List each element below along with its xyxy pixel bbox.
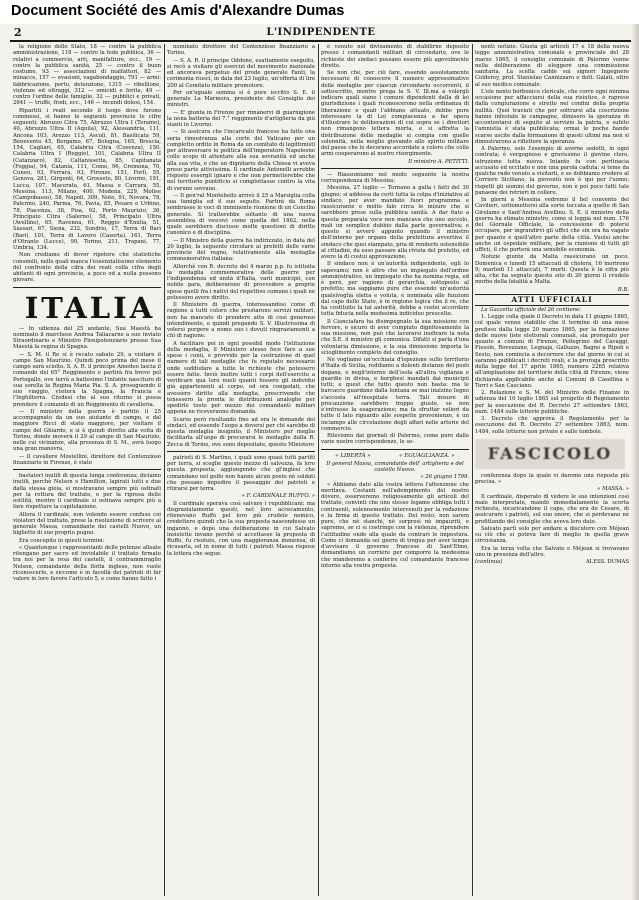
paragraph: — E' giunta in Firenze per rimanervi di guarnigione la nona batteria del 7.° reggimento d'artiglieria da giù stanti in Livorno. bbox=[167, 109, 315, 128]
paragraph: Messina, 27 luglio — Tornano a galla i fatti del 30 giugno; si addossa da certi tutta la colpa d'iniziativa al sindaco, per aver mandato fuori programma e rassicurante e molto falo circa le misure che si sarebbero prese sulla pubblica sanità. A dar fiato a questa preparata voce non mancava che uno zoccolo, mali un semplice dubbio dalla parte governativa; e questo si avverò appunto quando il ministro dell'interno per organo della prefettura avvertiva il sindaco che quei stampato, pria di renderlo ostensibile al cittadini, da esso passare alla rivista del prefetto, ed avere la di costui approvazione. bbox=[321, 185, 469, 260]
paragraph: — Si assicura che l'incaricato francese ha fatto una seria rimostranza alla corte del Vaticano per un complotto ordito in Roma da un comitato di legittimisti per attraversare lo politica dell'imperatore Napoleone collo scopo di attentare alla sua sovranità ed anche alla sua vita, e che un dignitario della Chiesa vi aveva preso parte attivissima. Il cardinale Antonelli avrebbe risposto essergli ignaro e che non permetterebbe che nel territorio pontificio si complottasse contro la vita di veruno sovrano. bbox=[167, 129, 315, 192]
signature: « F. CARDINALE RUFFO. » bbox=[241, 493, 315, 500]
paragraph: In giorni a Messina vedremo il bel convento dei Cavilieri, sottomettersi alla sorte toccata a quello di San Girolamo e Sant'Andrea Avellino. S. E. il ministro della guerra ha stimato ministro, come si leggia nel num. 176 del Giornale Officiale, la concessione di potersi occupare, per ingrandirvi gli uffici che sin ora ha vagato per quanto e quell'altro parte della città. Vuolsi anche anche un ospedale militare, per la riunione di tutti gli ufficii, il che porterà una sensibile economia. bbox=[475, 197, 629, 253]
paragraph: Il Ministero di guerra, interessandosi come di ragione a tutti coloro che prestarono servizi militari, non ha mancato di prendere atto di così generoso intendimento, e quindi pregando S. V. Illustrissima di volersi porgere a nome suo i dovuti ringraziamenti a chi di ragione. bbox=[167, 302, 315, 340]
paragraph: — Il Ministro della guerra ha indirizzato, in data del 20 luglio, la seguente circolare ai prefetti delle varie provincie del regno, relativamente alla medaglia commemorativa italiana: bbox=[167, 237, 315, 263]
paragraph: Non crediamo di dover ripetere che statistiche consimili, nelle quali manca l'essenzialissimo elemento del confronto della cifra dei reati colla cifra degli abitanti di ogni provincia, a poco od a nulla possono giovare. bbox=[13, 252, 161, 284]
paragraph: è venuto nel divisamento di stabilirne deposito presso i comandanti militari di circondario, ove le richieste dei sindaci possano essere più agevolmente dirette. bbox=[321, 44, 469, 69]
letter-date: « 26 giugno 1799. bbox=[420, 474, 469, 481]
paragraph: 1. Legge colla quale il Decreto in data 11 giugno 1865, col quale venne stabilito che il termine di una mese prefisso dalla legge 20 marzo 1865, per la formazione delle nuove liste elettorali comunali, sia prorogato per quanto a comuni di Firenze, Pellegrino del Cavaggi, Fiesole, Rovezzano, Legnaja, Galluzzo, Bagno a Ripoli e Sesto, non comincia a decorrere che dal giorno in cui si saranno pubblicati i decreti reali, e la proroga proscritto della legge del 17 aprile 1865, numero 2265 relativa all'ampliazione del territorio della città di Firenze, viene dichiarata applicabile anche ai Comuni di Casellina e Torri e San Casciano. bbox=[475, 314, 629, 389]
continued-label: (continua) bbox=[475, 559, 503, 565]
section-heading-italia: ITALIA bbox=[24, 290, 156, 325]
paragraph: conferenza dopo la quale vi daremo una risposta più precisa. » bbox=[475, 472, 629, 485]
separator bbox=[13, 469, 161, 470]
paragraph: — S. M. il Re si è recato sabato 29, a visitare il campo San Maurizio. Quindi poco prima del mese il campo sarà sciolto. S. A. R. il principe Amedeo lascia il comando del 65° Reggimento e partirà fra breve pel Portogallo, ove terrà a battesimo l'infante nascituro di sua sorella la Regina Maria Pia. S. A. proseguendo il suo viaggio, visiterà la Spagna, la Francia e l'Inghilterra. Credesi che al suo ritorno si possa prendere il comando di un Reggimento di cavalleria. bbox=[13, 351, 161, 408]
letter-heading bbox=[321, 453, 469, 459]
page-fold-shadow bbox=[631, 24, 639, 900]
newspaper-title: L'INDIPENDENTE bbox=[266, 27, 376, 38]
paragraph: Allorchè con R. decreto del 4 marzo p.p. fu istituita la medaglia commemorativa delle guerre per l'indipendenza ed unità d'Italia, varii municipii, con nobile gara, deliberarono di provvedere a proprie spese quelli fra i nativi del rispettivo comune i quali ne potessero avere diritto. bbox=[167, 263, 315, 301]
column-2 bbox=[167, 44, 315, 894]
paragraph: Ripartiti i reati secondo il luogo dove furono commessi, si hanno le seguenti provincie le cifre seguenti: Abruzzo Citra 75, Abruzzo Ultra I (Teramo), 40, Abruzzo Ultra II (Aquila), 92, Alessandria, 111, Ancona 103, Arezzo 113, Ascoli, 81, Basilicata 59, Benevento 45, Bergamo, 67, Bologna, 165, Brescia, 154, Cagliari, 65, Calabria Citra (Cosenza), 150, Calabria Ultra I (Reggio), 101, Calabria Ultra II (Catanzaro), 82, Caltanissetta, 85, Capitanata (Foggia), 94, Catania, 111, Como, 96, Cremona, 70, Cuneo, 93, Ferrara, 93, Firenze, 151, Forlì, 55, Genova, 281, Girgenti, 64, Grosseto, 80, Livorno, 191, Lucca, 107, Macerata, 61, Massa e Carrara, 55, Messina, 113, Milano, 400, Modena, 229, Molise (Campobasso), 58, Napoli, 309, Noto, 91, Novara, 78, Palermo, 240, Parma, 76, Pavia, 85, Pesaro e Urbino, 78, Piacenza, 38, Pisa, 92, Porto Maurizio, 36, Principato Citra (Salerno), 58, Principato Ultra (Avellino), 65, Ravenna, 61, Reggio d'Emilia, 51, Sassari, 67, Siena, 232, Sondrio, 17, Terra di Bari (Bari), 101, Terra di Lavoro (Caserta), 161, Terra d'Otranto (Lecce), 99, Torino, 211, Trapani, 77, Umbria, 134. bbox=[13, 107, 161, 251]
paragraph: Il cardinale, disperato di vedere le sue intenzioni così male interpretate, mandò immediatamente la scorta richiesta, incaricandone il capo, che era de Cesare, di assicurare i patrioti, sul suo onore, che si perdevano nè profittando del consiglio che aveva loro dato. bbox=[475, 493, 629, 525]
paragraph: — In udienza del 25 andante, Sua Maestà ha nominato il marchese Andrea Taliacarne a suo inviato Straordinario e Ministro Plenipotenziario presso Sua Maestà la regina di Spagna. bbox=[13, 325, 161, 351]
paragraph: « Abbiamo dato alla vostra lettera l'attenzione che meritava. Costanti nell'adempimento del nostro dovere, osserveremo religiosamente gli articoli del trattato, convinti che uno stesso legame obbliga tutti i contraenti, solennemente intervenuti per la redazione e la firma di questo trattato. Del resto, non sarem pure, che nè stanchi, nè sorpresi nè impauriti, e sapremo, se ci si costringe con la violenza, riprendere l'attitudine onde alla quale da contrari le impostura. Come ci domanda sei giorni di tregua per aver tempo d'avvisare il governo francese di Sant'Elmo, domandiamo un corriere per comporre la medesima che manderemo a conferire col comandante francese intorno alla vostra proposta. bbox=[321, 481, 469, 569]
addressee: Il general Massa, comandante dell' artiglieria e del castello Nuovo. bbox=[326, 460, 464, 473]
column-divider bbox=[164, 44, 165, 896]
paragraph: A facilitare poi in ogni possibil modo l'istituzione della medaglia, il Ministero stesso fece fare a sue spese i conii, e provvide per la costruzione di quel numero di tali medaglie che fu reputato necessario onde soddisfare a tutte le richieste che potessero essere fatte. Inviò inoltre tutti i corpi dell'esercito a verificare qua loro nuoli quanti fossero gli individui già appartenenti al corpo, ed ora congedati, che avessero diritto alla medaglia, prescrivendo che tenessero la pronta le distribuzioni analoghe per spedirle tosto per mezzo dei comandanti militari appena ne riceveranno domanda. bbox=[167, 340, 315, 416]
paragraph: — Il ministro della guerra è partito il 25 accompagnato da un suo aiutante di campo, e dal maggiore Ricci di stato maggiore, per visitare il campo del Ghiardo, e si è quindi diretto alla volta di Torino, donde moverà il 29 al campo di San Maurizio, nelle cui vicinanze, alla presenza di S. M., avrà luogo una gran manovra. bbox=[13, 408, 161, 453]
paragraph: Il cardinale sperava così salvare i repubblicani; ma disgraziatamente questi, nel loro accecamento, ritenevano Ruffo pel loro più crudele nemico, credettero quindi che la sua proposta nascondesse un inganno, e dopo una deliberazione in cui Salvato insistette invano perchè si accettasse la proposta di Ruffo, fu risoluto, con una maggioranza immensa, di ricusarla, ed in nome di tutti i patrioti Massa rispose la lettera che segue. bbox=[167, 500, 315, 557]
paragraph: 2. Relazione e S. M. del Ministro delle Finanze in udienza del 10 luglio 1865 sul progetto di Regolamento per la esecuzione del R. Decreto 27 settembre 1863, num. 1484 sulle lotterie pubbliche. bbox=[475, 390, 629, 415]
paragraph: Scarso però risultando fino ad ora le domande dei sindaci, ed essendo l'uopo a doversi per chi sarebbe di questa medaglia insignito, il Ministero per meglio facilitarla all'uopo di procurarsi le medaglie dalla R. Zecca di Torino, ove sono depositate, questo Ministero bbox=[167, 416, 315, 448]
motto-right: « EGUAGLIANZA. » bbox=[399, 452, 455, 459]
separator bbox=[13, 287, 161, 288]
closing-line bbox=[475, 559, 629, 565]
signature: B.B. bbox=[617, 286, 629, 293]
paragraph: la religione dello Stato, 18 — contro la pubblica amministrazione, 118 — contro la fede pubblica, 36 — relativi a commercio, arti, manifatture, ecc., 19 — contro la pubblica sanità, 25 — contro il buon costume, 93 — associazioni di malfattori, 82 — minacce, 157 — evasioni, vagabondaggio, 791 — armi: fabbricazione, porto, detenzione, 1315 — ribellione, violenze ed oltraggi, 312 — omicidi e ferite, 49 — contro l'ordine delle famiglie, 32 — pubblici e privati, 2641 — truffe, frodi, ecc., 146 — incendi dolosi, 154. bbox=[13, 44, 161, 107]
paragraph: Ne vogliamo un'occhiata d'ispezione sullo territorio d'Italia di Sicilia, reddiamo a dolenti distanze del posti dogana, e negli'interno dell'isola all'altra vigilanza e guardie in divisa, e borghesi mandati dai municipii tutti; e quest che tutto questo non basta: ma le barcacce guardano dalla lontana se mai inalzino Iegno s'accosta all'inospitale terra. Tali misure di precauzione sarebbero troppo giuste, se non e'entrasse la esagerazione; ma fa sfruttar velieri da tutte il lato riguardo alle sospette provenienze, è un inciampo alle circolazione degli affari nelle arterie del commercio. bbox=[321, 357, 469, 432]
column-3 bbox=[321, 44, 469, 894]
paragraph: Allora il cardinale, non volendo essere confuso coi violatori del trattato, prese la risoluzione di scrivere al generale Massa, comandante dei castelli Nuovo, un biglietto di suo proprio pugno. bbox=[13, 511, 161, 537]
newspaper-header bbox=[10, 26, 632, 42]
separator bbox=[167, 451, 315, 452]
paragraph: Era la terza volta che Salvato e Méjean si trovavano uno in presenza dell'altro. bbox=[475, 545, 629, 558]
paragraph: — S. A. R. il principe Oddone, esattamente eseguito, si recò a visitare gli esercizi del movimento nazionale ed ancorava perpetuo del prode generale Fanti, la cerimonia riuscì, in data del 23 luglio, un'offerta di lire 200 al Comitato militare promotore. bbox=[167, 57, 315, 89]
paragraph: Rilevismo dai giornali di Palermo, come pure dalle varie nostre corrispondenze, le se- bbox=[321, 433, 469, 446]
paragraph: patrioti di S. Martino, i quali sono quasi tutti partiti per terra, si sceglie questo mezzo di salvezza, fa loro questa proposta, aggiungendo che gl'inglesi che comandano nel golfo non hanno alcun posto nè soldati che possano impedire il passaggio dei patrioti e ritirarsi per terra. bbox=[167, 454, 315, 492]
paragraph: — Il gen'ral Montebello arrivò il 25 a Marsiglia colla sua famiglia ed il suo seguito. Partirà da Roma sembrasse le voci di imminente riunione di un Concilio generale. Si tratterebbe soltanto di una nuova assemblea di vescovi come quella del 1862, nella quale sarebbero discusse molte questioni di diritto canonico e di disciplina. bbox=[167, 192, 315, 237]
paragraph: — Il cavaliere Mostellini, direttore del Contenzioso finanziario in Firenze, è stato bbox=[13, 453, 161, 466]
paragraph: nenti notizie. Giusta gli articoli 17 e 18 della nuova legge amministrativa comunale e provinciale del 28 marzo 1865, il consiglio comunale di Palermo venne nella deliberazione di eleggere una commissione sanitaria. La scelta cadde sui signori Ingegnere Colderey, prof. Stanislao Cannizzaro e dott. Galati, oltre al suo medico comunale. bbox=[475, 44, 629, 88]
separator bbox=[321, 168, 469, 169]
paragraph: Il sindaco non è un'autorità indipendente, egli lo sapevamo; non è altro che un impiegato dell'ordine amministrativo, un impiegato che ha nomina regia, ed è però, per ragione di gerarchia, sottoposto al prefetto; ma sappiamo pure che essendo un'autorità qualsivoglia eletta e voluta, e nominata alle funzioni dal capo dello Stato, è in regione logica che il re, che ha costituito la tal autorità, debba a costei accordare tutta fiducia nella medesima individuo prescelto. bbox=[321, 261, 469, 318]
paragraph: Salvato partì solo per andare a discutere con Méjean su ciò che si poteva fare di meglio in quella grave circostanza. bbox=[475, 525, 629, 545]
paragraph: Per un'uguale somma si è pure iscritto S. E. il generale La Marmora, presidente del Consiglio dei ministri. bbox=[167, 89, 315, 109]
column-divider bbox=[472, 44, 473, 896]
paragraph: 3. Decreto che approva il Regolamento per la esecuzione del R. Decreto 27 settembre 1863, num. 1484, sulle lotterie non private e sulle tombole. bbox=[475, 416, 629, 435]
motto-left: « LIBERTÀ » bbox=[335, 452, 371, 459]
section-heading-atti: ATTI UFFICIALI bbox=[475, 294, 629, 306]
column-4 bbox=[475, 44, 629, 894]
page-number: 2 bbox=[14, 26, 22, 39]
paragraph: Notizie giunte da Malta rassicurano un poco. Domenica e lunedì 15 attaccati di cholera, 16 morirono 9; martedì 11 attaccati, 7 morti. Questa è la cifra più alta, che ha segnato questo sito di 20 giorni il crudele morbo della fatalità a Malta. bbox=[475, 254, 629, 286]
paragraph: Il Cianciafara ha disimpegnato la sua missione con fervore, e sicuro di aver compiuto dignitosamente la sua missione, non può che lavorarsi inoltrare la nota che S.E. il ministro gli comunica. Difatti si parla d'una volontaria dimissione, e la sua dimissione importa lo scioglimento completo del consiglio. bbox=[321, 318, 469, 356]
paragraph: La Gazzetta ufficiale del 26 contiene: bbox=[481, 306, 581, 313]
author-name: ALESS. DUMAS bbox=[585, 559, 629, 565]
paragraph: nominato direttore del Contenzioso finanziario a Torino. bbox=[167, 44, 315, 57]
paragraph: Se non che, per ciò fare, essendo assolutamente necessario di conoscere il numero approssimativo delle medaglie per ciascun circondario occorrenti, il sottoscritto, mentre prega la S. V. Ill.ma a volergli indicare quali siano i comuni dipendenti dalla di lei giurisdizione i quali riconoscerono nella ordinanza di liberazione e quali l'abbiano attuato, debbe pure interessare la di Lei compiacenza a far opera d'illustrare le deliberazioni di cui sopra se i direttori non rimangono lettera morta, e si affretta la distribuzione delle medaglie si compia con quelle solennità, nella meglio giovando allo spirito militare del paese che le decorano accordate a coloro che colle armi cooperarono al nostro risorgimento. bbox=[321, 70, 469, 158]
signature: « MASSA. » bbox=[597, 486, 629, 493]
paragraph: Era concepito in questi termini: bbox=[19, 537, 105, 544]
paragraph: L'ele nento borbonico clericale, che corre ogni minima occasione per affacciarsi della sua risiutice, è rapreso dalla congiurazione e stretto nei confini della propria nullità. Quei traviati che per sottrarsi alla coscrizione hanno infestate le campagne, dimisero la speranza di accontentarsi di seguito al servizio la patria, e subito l'amnistia è stata pubblicata; ormai le poche bande scarse uscite dalla formazione di questi ultimi ma non si dimostrarono a riflettere la speranza. bbox=[475, 88, 629, 145]
paragraph: A Palermo, solo l'esempio di averne sedotti, in ogni contrata; è vergognoso e gravissimo il giovine clero, istruzione tutta nuova. Intanto fu con pertinacia accusato ed eccitato e non una parola caduta: si teme da qualche rado venuto a visitarti, e se dobbiamo credere al Corriere Siciliano, la gioventù non è qui per l'uomo; rispetti gli uomini del governo, non è poi poco tutti tale panaene dei retrieri in collere. bbox=[475, 146, 629, 196]
column-divider bbox=[318, 44, 319, 896]
separator bbox=[321, 449, 469, 450]
paragraph: « Quantunque i rappresentanti delle potenze alleate ritengano per sacro ed inviolabile il trattato firmato tra noi per la resa dei castelli, il contrammiraglio Nelson, comandante della flotta inglese, non vuole riconoscerlo, e siccome è in facoltà dei patrioti di far valere in loro favore l'articolo 5, e come hanno fatto i bbox=[13, 544, 161, 582]
paragraph: bastatori inutili di questa lunga conferenza; diciamo inutili, perchè Nelson e Hamilton, lapirati tutti e due dalla stessa gioia, si mostravano sempre più ostinati per la rottura del trattato, e per la ripresa delle ostilità, mentre il cardinale si ostinava sempre più a fare rispettare la capitolazione. bbox=[13, 473, 161, 511]
signature: Il ministro A. PETITTI. bbox=[408, 158, 469, 165]
document-banner: Document Société des Amis d'Alexandre Dumas bbox=[0, 0, 639, 24]
blurred-photo-strip: FASCICOLO bbox=[475, 439, 625, 469]
paragraph: — Riassumiamo nel modo seguente la nostra corrispondenza di Messina: bbox=[321, 171, 469, 184]
column-1 bbox=[13, 44, 161, 894]
